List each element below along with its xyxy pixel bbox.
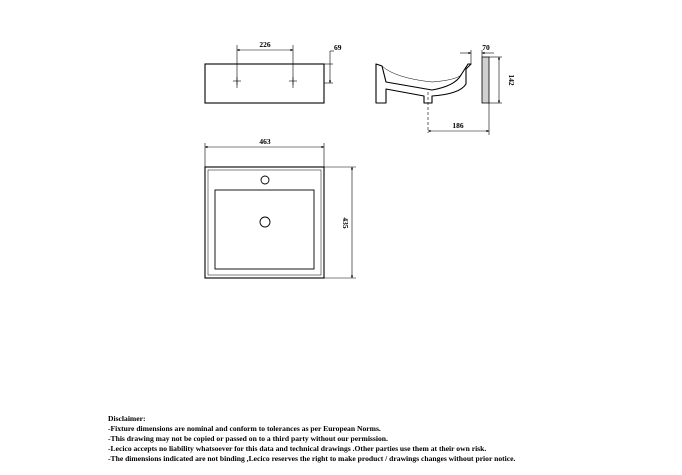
dim-label-70: 70 (482, 43, 490, 52)
side-view (376, 43, 516, 135)
dim-label-142: 142 (507, 74, 516, 86)
disclaimer-line: -The dimensions indicated are not binding ,Lecico reserves the right to make product / drawings changes without prior notice. (108, 454, 516, 463)
plan-view (205, 137, 356, 278)
dim-label-226: 226 (259, 40, 271, 49)
disclaimer-line: -Lecico accepts no liability whatsoever for this data and technical drawings .Other parties use them at their own risk. (108, 444, 487, 453)
top-view (205, 40, 342, 103)
dim-label-435: 435 (341, 217, 350, 229)
basin-side-section (376, 64, 471, 103)
dim-label-69: 69 (334, 43, 342, 52)
disclaimer (108, 414, 678, 464)
basin-rim-inner (208, 170, 321, 275)
tap-hole (261, 176, 269, 184)
disclaimer-line: -Fixture dimensions are nominal and conform to tolerances as per European Norms. (108, 424, 381, 433)
basin-inner-contour (382, 66, 461, 82)
dim-label-463: 463 (259, 137, 271, 146)
wall-section (482, 57, 489, 103)
basin-front-outline (205, 64, 324, 103)
bowl-outline (215, 190, 314, 269)
disclaimer-title: Disclaimer: (108, 414, 146, 423)
tap-hole-marker-left (233, 77, 241, 85)
drain-hole (260, 217, 270, 227)
disclaimer-line: -This drawing may not be copied or passed on to a third party without our permission. (108, 434, 388, 443)
dim-label-186: 186 (452, 121, 464, 130)
tap-hole-marker-right (289, 77, 297, 85)
